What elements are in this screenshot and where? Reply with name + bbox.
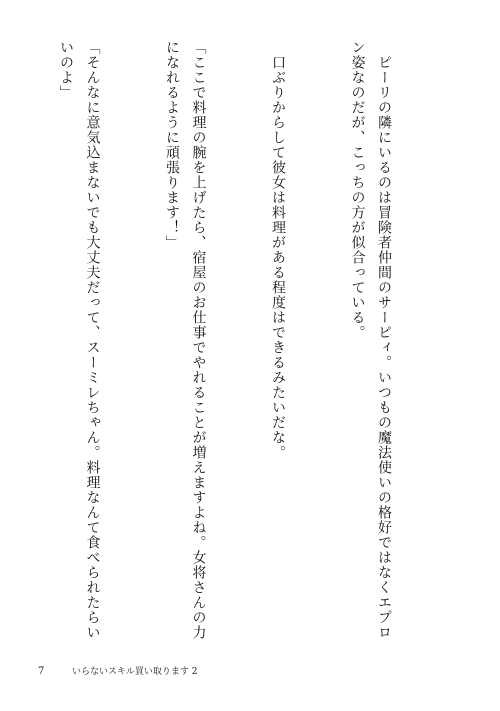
text-line: ピーリの隣にいるのは冒険者仲間のサーピィ。いつもの魔法使いの格好ではなくエプロン姿なのだが、こっちの方が似合っている。 (349, 40, 392, 640)
book-title: いらないスキル買い取ります 2 (72, 667, 198, 677)
text-line: 「ここで料理の腕を上げたら、宿屋のお仕事でやれることが増えますよね。女将さんの力になれるように頑張ります！」 (164, 40, 207, 640)
page-number: 7 (38, 666, 45, 677)
page-footer (38, 664, 198, 677)
vertical-body-text (56, 40, 450, 640)
text-line: 「そんなに意気込まないでも大丈夫だって、スーミレちゃん。料理なんて食べられたらいいのよ」 (58, 40, 101, 640)
text-line: 口ぶりからして彼女は料理がある程度はできるみたいだな。 (270, 40, 286, 460)
